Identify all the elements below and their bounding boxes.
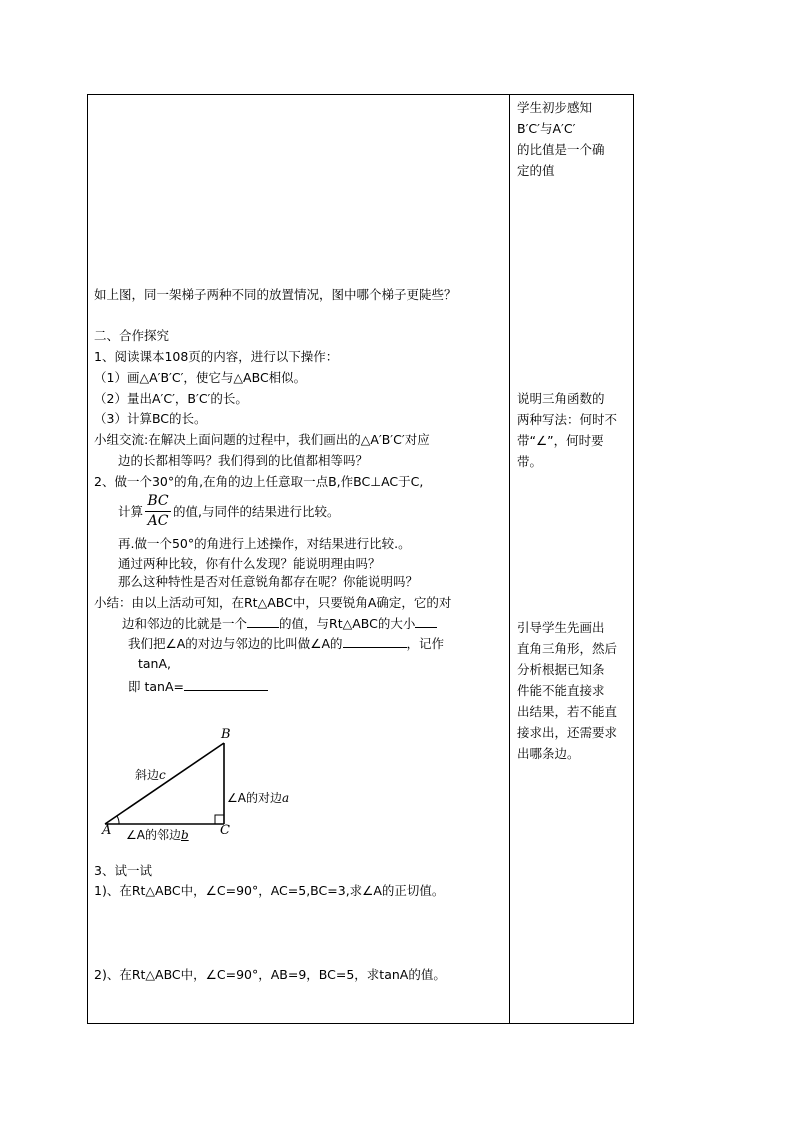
compare-line: 通过两种比较，你有什么发现？能说明理由吗？ xyxy=(118,556,381,571)
summary-line-3 xyxy=(128,635,444,652)
note-line: 带“∠”，何时要 xyxy=(517,433,604,448)
hypotenuse-text: 斜边 xyxy=(135,768,160,782)
fraction-bc-ac xyxy=(145,493,171,531)
adjacent-side-label xyxy=(126,826,189,843)
summary-text: 即 tanA= xyxy=(128,679,184,694)
opposite-text: ∠A的对边 xyxy=(227,791,282,805)
note-line: 分析根据已知条 xyxy=(517,662,605,677)
adjacent-text: ∠A的邻边 xyxy=(126,828,181,842)
summary-line-5 xyxy=(128,678,268,695)
right-triangle-figure xyxy=(98,731,238,839)
opposite-var: a xyxy=(281,791,290,805)
vertex-b-label: B xyxy=(221,727,231,742)
side-note-3 xyxy=(517,617,633,764)
fill-blank xyxy=(415,615,437,628)
hypotenuse-line xyxy=(105,743,224,824)
step-2: （2）量出A′C′，B′C′的长。 xyxy=(94,391,248,406)
note-line: 直角三角形，然后 xyxy=(517,641,618,656)
group-discussion-1: 小组交流:在解决上面问题的过程中，我们画出的△A′B′C′对应 xyxy=(94,432,430,447)
hypotenuse-label xyxy=(135,766,166,783)
note-line: 说明三角函数的 xyxy=(517,391,605,406)
group-discussion-2: 边的长都相等吗？我们得到的比值都相等吗？ xyxy=(118,453,369,468)
vertex-c-label: C xyxy=(220,823,230,838)
column-divider xyxy=(509,95,510,1023)
summary-text: ，记作 xyxy=(406,636,445,651)
ladder-question: 如上图，同一架梯子两种不同的放置情况，图中哪个梯子更陡些？ xyxy=(94,287,457,302)
note-line: 件能不能直接求 xyxy=(517,683,605,698)
fill-blank xyxy=(184,678,268,691)
step-3: （3）计算BC的长。 xyxy=(94,411,207,426)
fill-blank xyxy=(343,635,407,648)
summary-text: 我们把∠A的对边与邻边的比叫做∠A的 xyxy=(128,636,343,651)
side-note-2 xyxy=(517,388,633,472)
note-line: 两种写法：何时不 xyxy=(517,412,618,427)
note-line: B′C′与A′C′ xyxy=(517,121,576,136)
calc-prefix: 计算 xyxy=(118,504,144,519)
lesson-table xyxy=(87,94,634,1024)
item-3: 3、试一试 xyxy=(94,863,152,878)
note-line: 引导学生先画出 xyxy=(517,620,605,635)
summary-text: 边和邻边的比就是一个 xyxy=(122,616,248,631)
angle-a-arc xyxy=(117,816,119,824)
section-title: 二、合作探究 xyxy=(94,328,170,343)
fraction-bar xyxy=(145,511,171,512)
exercise-2: 2)、在Rt△ABC中，∠C=90°，AB=9，BC=5，求tanA的值。 xyxy=(94,967,446,982)
note-line: 带。 xyxy=(517,454,543,469)
fraction-numerator: BC xyxy=(147,493,169,509)
calc-suffix: 的值,与同伴的结果进行比较。 xyxy=(173,504,340,519)
note-line: 定的值 xyxy=(517,163,555,178)
whether-line: 那么这种特性是否对任意锐角都存在呢？你能说明吗？ xyxy=(118,574,419,589)
fill-blank xyxy=(247,615,279,628)
note-line: 接求出，还需要求 xyxy=(517,725,618,740)
adjacent-var: b xyxy=(180,828,189,842)
summary-line-4: tanA, xyxy=(138,656,172,671)
summary-line-2 xyxy=(122,615,437,632)
opposite-side-label xyxy=(227,789,289,806)
again-line: 再.做一个50°的角进行上述操作，对结果进行比较.。 xyxy=(118,536,411,551)
item-1: 1、阅读课本108页的内容，进行以下操作： xyxy=(94,349,339,364)
step-1: （1）画△A′B′C′，使它与△ABC相似。 xyxy=(94,370,307,385)
note-line: 出结果，若不能直 xyxy=(517,704,618,719)
note-line: 出哪条边。 xyxy=(517,746,580,761)
item-2: 2、做一个30°的角,在角的边上任意取一点B,作BC⊥AC于C, xyxy=(94,474,424,489)
fraction-denominator: AC xyxy=(147,513,169,529)
vertex-a-label: A xyxy=(102,823,112,838)
summary-text: 的值，与Rt△ABC的大小 xyxy=(279,616,416,631)
summary-line-1: 小结：由以上活动可知，在Rt△ABC中，只要锐角A确定，它的对 xyxy=(94,595,452,610)
exercise-1: 1)、在Rt△ABC中，∠C=90°，AC=5,BC=3,求∠A的正切值。 xyxy=(94,883,445,898)
note-line: 的比值是一个确 xyxy=(517,142,605,157)
note-line: 学生初步感知 xyxy=(517,100,593,115)
hypotenuse-var: c xyxy=(159,768,166,782)
side-note-1 xyxy=(517,97,633,181)
